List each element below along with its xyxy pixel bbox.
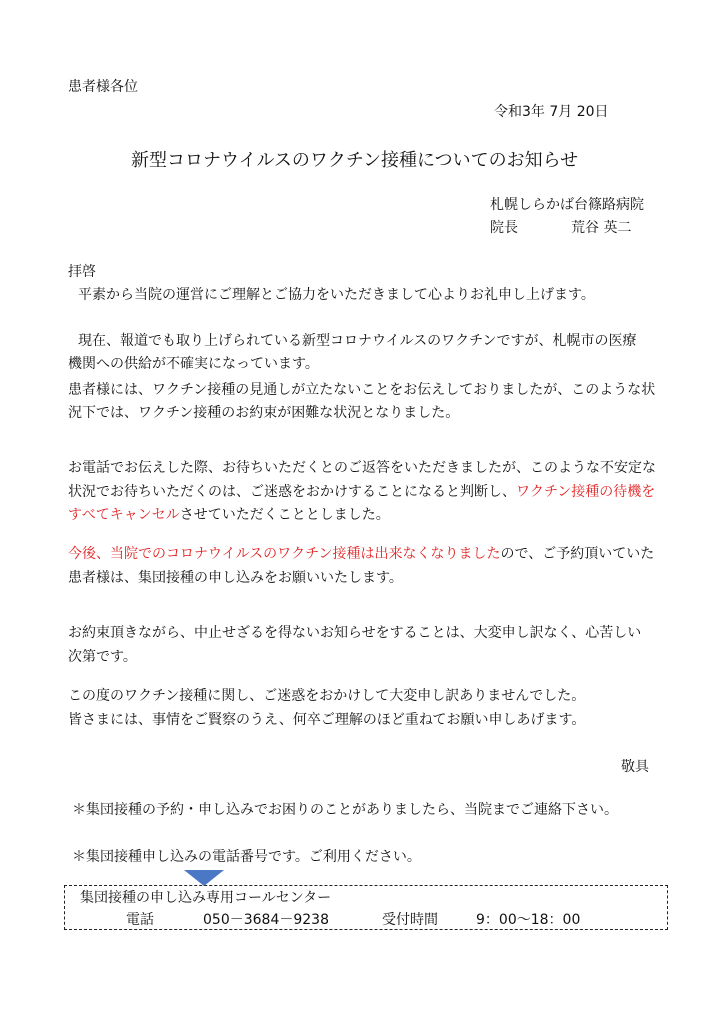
paragraph-5-line-2: 患者様は、集団接種の申し込みをお願いいたします。 [68, 570, 403, 586]
phone-label: 電話 [126, 912, 154, 928]
paragraph-4-line-1: お電話でお伝えした際、お待ちいただくとのご返答をいただきましたが、このような不安定な [68, 460, 656, 476]
paragraph-2-line-2: 機関への供給が不確実になっています。 [68, 356, 319, 372]
cancel-all-emphasis: すべてキャンセル [68, 507, 180, 523]
no-vaccination-emphasis: 今後、当院でのコロナウイルスのワクチン接種は出来なくなりました [68, 546, 501, 562]
paragraph-3-line-2: 況下では、ワクチン接種のお約束が困難な状況となりました。 [68, 405, 460, 421]
paragraph-3-line-1: 患者様には、ワクチン接種の見通しが立たないことをお伝えしておりましたが、このような状 [68, 382, 656, 398]
opening-greeting: 拝啓 [68, 264, 96, 280]
paragraph-5-line-1-text: ので、ご予約頂いていた [500, 546, 655, 562]
director-name: 荒谷 英二 [571, 220, 632, 236]
paragraph-5-line-1 [68, 543, 654, 565]
waitlist-cancel-emphasis: ワクチン接種の待機を [516, 484, 656, 500]
notice-title: 新型コロナウイルスのワクチン接種についてのお知らせ [131, 150, 579, 171]
paragraph-2-line-1: 現在、報道でも取り上げられている新型コロナウイルスのワクチンですが、札幌市の医療 [78, 333, 637, 349]
paragraph-4-line-2-text: 状況でお待ちいただくのは、ご迷惑をおかけすることになると判断し、 [68, 484, 516, 500]
paragraph-4-line-3-text: させていただくこととしました。 [179, 507, 390, 523]
paragraph-4-line-2 [68, 481, 655, 503]
note-group-vaccination-inquiry: ＊集団接種の予約・申し込みでお困りのことがありましたら、当院までご連絡下さい。 [72, 802, 618, 818]
paragraph-1: 平素から当院の運営にご理解とご協力をいただきまして心よりお礼申し上げます。 [78, 287, 595, 303]
closing-greeting: 敬具 [621, 759, 649, 775]
phone-number: 050－3684－9238 [203, 912, 329, 928]
director-role: 院長 [490, 220, 518, 236]
paragraph-7-line-2: 皆さまには、事情をご賢察のうえ、何卒ご理解のほど重ねてお願い申しあげます。 [68, 712, 586, 728]
paragraph-6-line-2: 次第です。 [68, 649, 137, 665]
hours-label: 受付時間 [382, 912, 438, 928]
issue-date: 令和3年 7月 20日 [494, 104, 609, 120]
paragraph-6-line-1: お約束頂きながら、中止せざるを得ないお知らせをすることは、大変申し訳なく、心苦しい [68, 625, 642, 641]
call-center-title: 集団接種の申し込み専用コールセンター [80, 890, 332, 906]
hours-value: 9：00～18：00 [476, 912, 581, 928]
hospital-name: 札幌しらかば台篠路病院 [490, 197, 644, 213]
addressee: 患者様各位 [68, 79, 138, 95]
note-call-center-number: ＊集団接種申し込みの電話番号です。ご利用ください。 [72, 849, 421, 865]
paragraph-7-line-1: この度のワクチン接種に関し、ご迷惑をおかけして大変申し訳ありませんでした。 [68, 688, 586, 704]
paragraph-4-line-3 [68, 504, 390, 526]
